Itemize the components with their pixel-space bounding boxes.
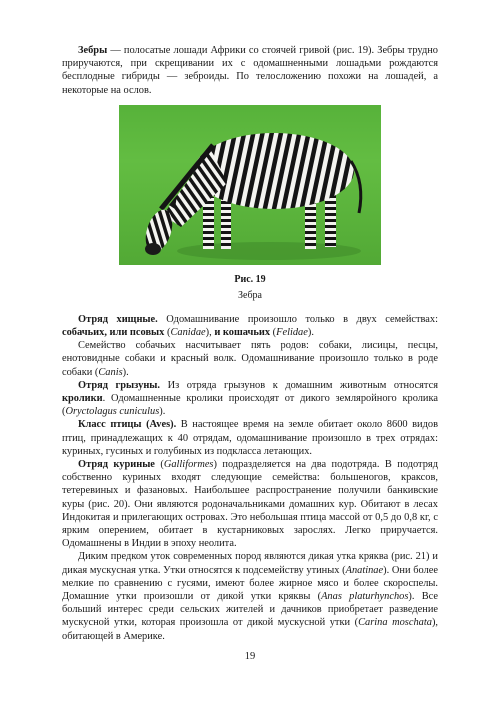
- heading-rodents: Отряд грызуны.: [78, 379, 161, 391]
- paren: ).: [307, 327, 314, 339]
- heading-predators: Отряд хищные.: [78, 313, 158, 325]
- figure-number: Рис. 19: [234, 273, 266, 285]
- birds-text: В настоящее время на земле обитает около 8600 видов птиц, принадлежащих к 40 отрядам, одомашнивание произошло в трех отрядах: куриных, гусиных и голубиных из подкласса летающих.: [62, 419, 439, 457]
- heading-galliformes: Отряд куриные: [78, 459, 155, 471]
- zebra-photo: [119, 105, 381, 265]
- latin-felidae: Felidae: [276, 327, 308, 339]
- latin-canis: Canis: [98, 366, 123, 378]
- rodents-text-2: . Одомашненные кролики происходят от дикого земляройного кролика (: [62, 393, 438, 418]
- latin-oryctolagus: Oryctolagus cuniculus: [65, 406, 160, 418]
- zebra-image: [119, 105, 381, 265]
- conjunction: и: [214, 327, 221, 339]
- ducks-text-3: ). Все больший интерес среди сельских жителей и дачников приобретает разведение мускусной утки, которая произошла от дикой мускусной утки (: [62, 591, 438, 629]
- rodents-end: ).: [159, 406, 166, 418]
- figure-caption: Зебра: [238, 289, 262, 301]
- family-felids: кошачьих: [220, 327, 271, 339]
- latin-carina: Carina moschata: [358, 617, 432, 629]
- latin-anatinae: Anatinae: [345, 564, 384, 576]
- term-zebras: Зебры: [78, 45, 108, 56]
- ducks-text-4: ), обитающей в Америке.: [62, 617, 438, 642]
- figure-zebra: [62, 105, 438, 313]
- ducks-text-1: Диким предком уток современных пород являются дикая утка кряква (рис. 21) и дикая мускусная утка. Утки относятся к подсемейству утиных (: [62, 551, 438, 576]
- paragraph-birds: [62, 418, 438, 458]
- canids-text: Семейство собачьих насчитывает пять родов: собаки, лисицы, песцы, енотовидные собаки и красный волк. Одомашнивание произошло только в роде собаки (: [62, 340, 438, 378]
- paragraph-galliformes: [62, 458, 438, 550]
- paren: (: [154, 459, 164, 471]
- latin-galliformes: Galliformes: [163, 459, 214, 471]
- paragraph-canids: [62, 339, 438, 379]
- paren: (: [270, 327, 277, 339]
- rodents-text: Из отряда грызунов к домашним животным относятся: [160, 379, 438, 391]
- paragraph-zebras: [62, 44, 438, 97]
- paren: ),: [205, 327, 215, 339]
- canids-end: ).: [122, 366, 129, 378]
- page-number: 19: [244, 651, 256, 662]
- family-canids: собачьих, или псовых: [62, 327, 165, 339]
- zebras-text: — полосатые лошади Африки со стоячей гривой (рис. 19). Зебры трудно приручаются, при скрещивании их с одомашненными лошадьми рождаются бесплодные гибриды — зеброиды. По телосложению похожи на лошадей, а некоторые на ослов.: [62, 45, 438, 96]
- paragraph-rodents: [62, 379, 438, 419]
- ducks-text-2: ). Они более мелкие по сравнению с гусями, имеют более жирное мясо и более скороспелы. Домашние утки произошли от дикой утки кряквы (: [62, 564, 438, 603]
- paragraph-ducks: [62, 550, 438, 642]
- term-rabbits: кролики: [62, 393, 103, 405]
- paren: (: [164, 327, 171, 339]
- galliformes-text: ) подразделяется на два подотряда. В подотряд собственно куриных входят следующие семейства: большеногов, краксов, тетеревиных и фазановых. Наибольшее распространение получили банкивские куры (рис. 20). Они являются родоначальниками домашних кур. Обитают в лесах Индокитая и прилегающих островах. Это небольшая птица массой от 0,5 до 0,8 кг, с ярким оперением, обитает в кустарниковых зарослях. Легко приручается. Одомашнены в Индии в эпоху неолита.: [62, 459, 438, 550]
- latin-anas: Anas platurhynchos: [321, 591, 409, 603]
- latin-canidae: Canidae: [170, 327, 206, 339]
- heading-birds: Класс птицы (Aves).: [78, 419, 177, 431]
- paragraph-predators: [62, 313, 438, 339]
- predators-text: Одомашнивание произошло только в двух семействах:: [157, 313, 438, 325]
